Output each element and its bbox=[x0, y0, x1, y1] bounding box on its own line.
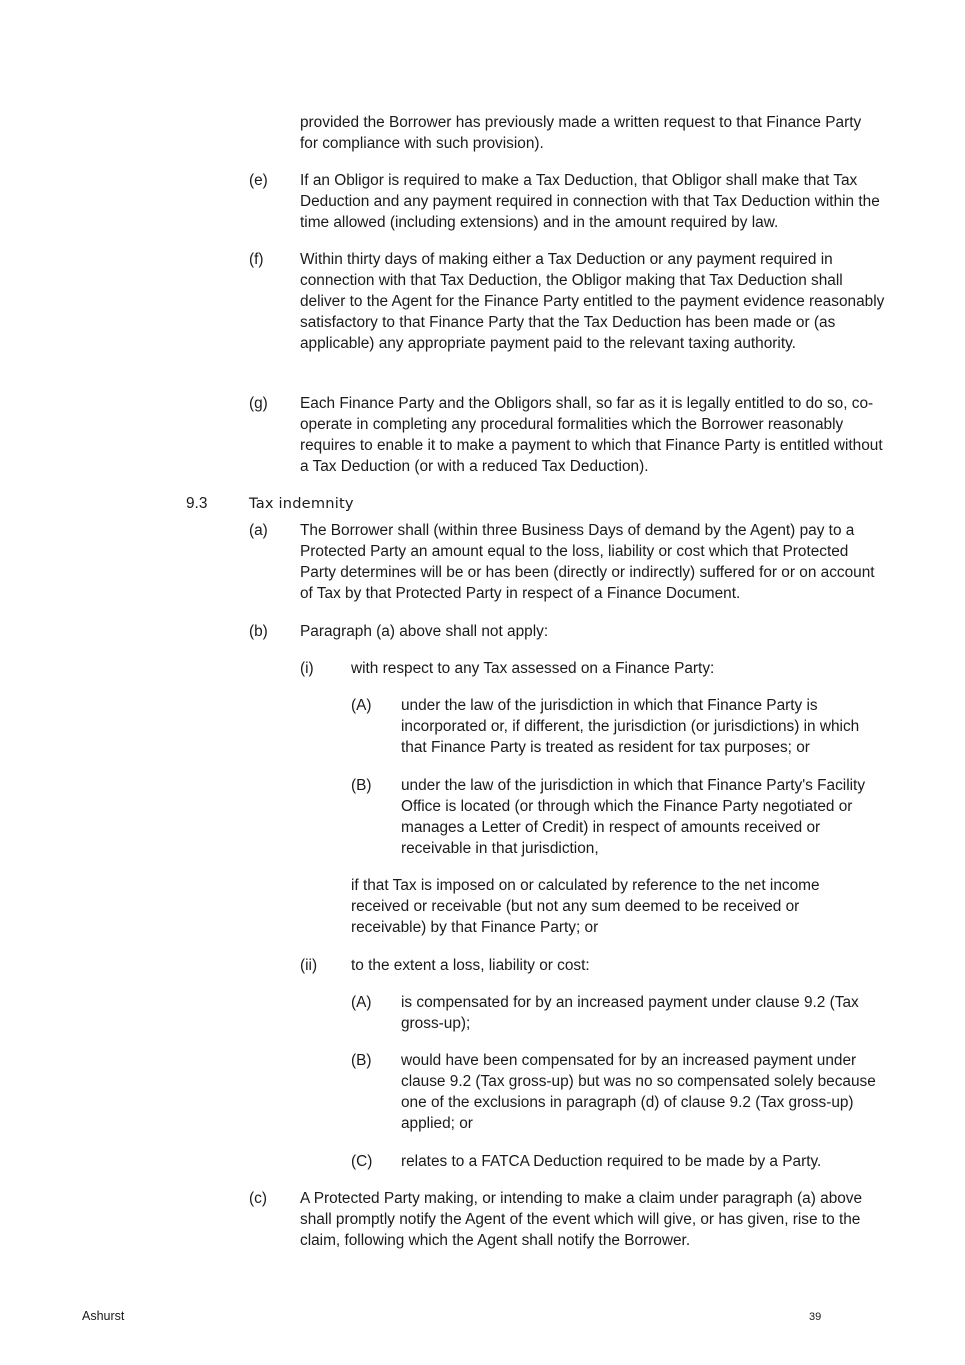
item-a-label: (a) bbox=[249, 522, 268, 539]
item-e-label: (e) bbox=[249, 172, 268, 189]
item-c-text: A Protected Party making, or intending to make a claim under paragraph (a) above shall promptly notify the Agent of the event which will give, or has given, rise to the claim, following which the Agent shall notify the Borrower. bbox=[300, 1190, 863, 1249]
item-e-text: If an Obligor is required to make a Tax Deduction, that Obligor shall make that Tax Deduction and any payment required in connection with that Tax Deduction within the time allowed (including extensions) and in the amount required by law. bbox=[300, 172, 880, 231]
item-b-ii-A-label: (A) bbox=[351, 994, 372, 1011]
intro-paragraph: provided the Borrower has previously made a written request to that Finance Party for compliance with such provision). bbox=[300, 114, 862, 152]
item-b-i-B-text: under the law of the jurisdiction in which that Finance Party's Facility Office is located (or through which the Finance Party negotiated or manages a Letter of Credit) in respect of amounts received or receivable in that jurisdiction, bbox=[401, 777, 866, 857]
item-b-i-text: with respect to any Tax assessed on a Finance Party: bbox=[351, 660, 715, 677]
item-f-label: (f) bbox=[249, 251, 264, 268]
item-b-ii-B-label: (B) bbox=[351, 1052, 372, 1069]
item-a-text: The Borrower shall (within three Business Days of demand by the Agent) pay to a Protected Party an amount equal to the loss, liability or cost which that Protected Party determines will be or has been (directly or indirectly) suffered for or on account of Tax by that Protected Party in respect of a Finance Document. bbox=[300, 522, 875, 602]
item-c-label: (c) bbox=[249, 1190, 267, 1207]
section-title: Tax indemnity bbox=[249, 495, 354, 512]
item-b-ii-label: (ii) bbox=[300, 957, 318, 974]
item-b-ii-C-label: (C) bbox=[351, 1153, 373, 1170]
footer-firm-name: Ashurst bbox=[82, 1309, 125, 1323]
item-b-label: (b) bbox=[249, 623, 268, 640]
item-b-ii-B-text: would have been compensated for by an increased payment under clause 9.2 (Tax gross-up) but was no so compensated solely because one of the exclusions in paragraph (d) of clause 9.2 (Tax gross-up) applied; or bbox=[401, 1052, 876, 1132]
section-number: 9.3 bbox=[186, 495, 208, 512]
item-b-i-A-text: under the law of the jurisdiction in which that Finance Party is incorporated or, if different, the jurisdiction (or jurisdictions) in which that Finance Party is treated as resident for tax purposes; or bbox=[401, 697, 860, 756]
item-b-text: Paragraph (a) above shall not apply: bbox=[300, 623, 549, 640]
item-b-i-A-label: (A) bbox=[351, 697, 372, 714]
item-b-i-tail: if that Tax is imposed on or calculated by reference to the net income received or receivable (but not any sum deemed to be received or receivable) by that Finance Party; or bbox=[351, 877, 820, 936]
item-g-text: Each Finance Party and the Obligors shall, so far as it is legally entitled to do so, co-operate in completing any procedural formalities which the Borrower reasonably requires to enable it to make a payment to which that Finance Party is entitled without a Tax Deduction (or with a reduced Tax Deduction). bbox=[300, 395, 883, 475]
footer-page-number: 39 bbox=[809, 1311, 822, 1323]
item-g-label: (g) bbox=[249, 395, 268, 412]
item-b-i-B-label: (B) bbox=[351, 777, 372, 794]
item-b-i-label: (i) bbox=[300, 660, 314, 677]
item-f-text: Within thirty days of making either a Tax Deduction or any payment required in connection with that Tax Deduction, the Obligor making that Tax Deduction shall deliver to the Agent for the Finance Party entitled to the payment evidence reasonably satisfactory to that Finance Party that the Tax Deduction has been made or (as applicable) any appropriate payment paid to the relevant taxing authority. bbox=[300, 251, 885, 352]
item-b-ii-text: to the extent a loss, liability or cost: bbox=[351, 957, 590, 974]
item-b-ii-A-text: is compensated for by an increased payment under clause 9.2 (Tax gross-up); bbox=[401, 994, 859, 1032]
item-b-ii-C-text: relates to a FATCA Deduction required to be made by a Party. bbox=[401, 1153, 822, 1170]
